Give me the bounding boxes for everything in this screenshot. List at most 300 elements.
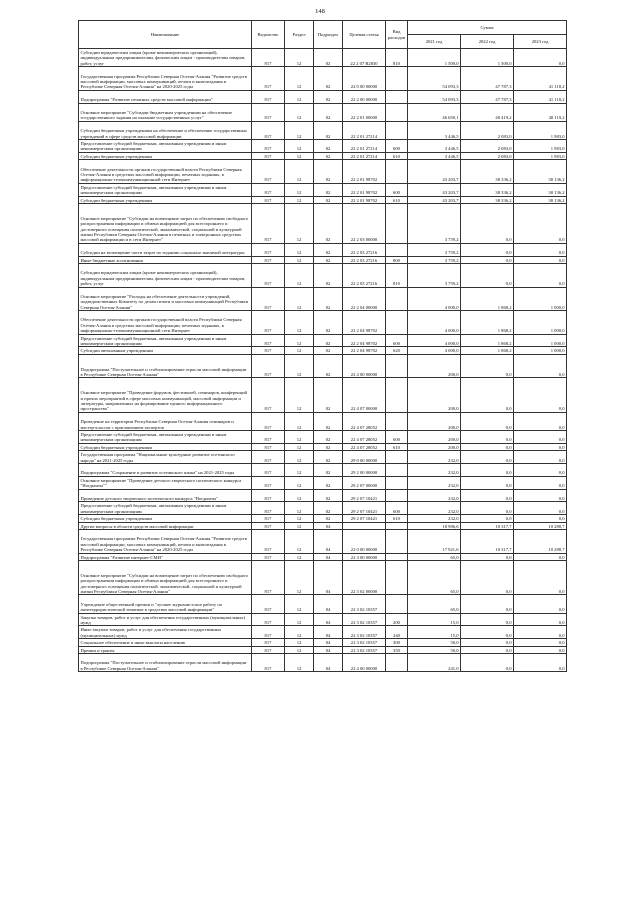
row-subsection: 02 [314, 49, 343, 67]
row-sum-2022: 47 787,3 [461, 67, 514, 91]
row-name: Подпрограмма "Поступательное и стабилизирование отрасли массовой информации в Республике Северная Осетия-Алания" [79, 354, 252, 378]
row-subsection: 02 [314, 451, 343, 464]
row-name: Премии и гранты [79, 646, 252, 653]
row-sum-2022: 38 336,2 [461, 183, 514, 196]
row-name: Подпрограмма "Развитие печатных средств массовой информации" [79, 90, 252, 103]
row-sum-2023: 0,0 [514, 489, 567, 502]
table-row [79, 139, 567, 152]
table-row [79, 443, 567, 450]
row-subsection: 02 [314, 121, 343, 139]
row-sum-2022: 0,0 [461, 451, 514, 464]
row-subsection: 02 [314, 263, 343, 287]
row-name: Предоставление субсидий бюджетным, автономным учреждениям и иным некоммерческим организациям [79, 139, 252, 152]
row-target: 22 3 02 10357 [343, 595, 386, 613]
row-subsection: 02 [314, 464, 343, 477]
row-target: 22 2 00 00000 [343, 90, 386, 103]
row-dept: 817 [252, 263, 285, 287]
row-dept: 817 [252, 347, 285, 354]
row-dept: 817 [252, 653, 285, 671]
row-target: 22 2 01 00000 [343, 103, 386, 121]
row-name: Основное мероприятие "Субсидии бюджетным учреждениям на обеспечение государственного задания на оказание государственных услуг" [79, 103, 252, 121]
row-subsection: 04 [314, 553, 343, 560]
row-subsection: 02 [314, 67, 343, 91]
row-sum-2021: 3 446,5 [408, 121, 461, 139]
table-row [79, 522, 567, 529]
row-subsection: 02 [314, 502, 343, 515]
row-target: 29 2 07 10421 [343, 515, 386, 522]
row-name: Субсидии на возмещение части затрат по изданию социально значимой литературы [79, 243, 252, 256]
row-expense-type: 600 [386, 334, 408, 347]
table-row [79, 653, 567, 671]
row-target: 29 0 00 00000 [343, 451, 386, 464]
row-subsection: 04 [314, 595, 343, 613]
row-section: 12 [285, 443, 314, 450]
row-sum-2023: 0,0 [514, 263, 567, 287]
row-dept: 817 [252, 196, 285, 203]
row-sum-2021: 15,0 [408, 613, 461, 626]
row-sum-2023: 0,0 [514, 502, 567, 515]
row-sum-2023: 0,0 [514, 553, 567, 560]
row-sum-2021: 200,0 [408, 378, 461, 412]
row-dept: 817 [252, 311, 285, 335]
row-section: 12 [285, 256, 314, 263]
row-subsection: 04 [314, 522, 343, 529]
table-row [79, 196, 567, 203]
row-expense-type: 300 [386, 639, 408, 646]
row-sum-2021: 65,0 [408, 560, 461, 594]
row-target: 22 0 00 00000 [343, 67, 386, 91]
row-sum-2021: 200,0 [408, 412, 461, 430]
row-sum-2022: 1 868,2 [461, 311, 514, 335]
table-row [79, 121, 567, 139]
row-dept: 817 [252, 354, 285, 378]
row-sum-2022: 0,0 [461, 595, 514, 613]
row-dept: 817 [252, 243, 285, 256]
table-row [79, 530, 567, 554]
row-dept: 817 [252, 431, 285, 444]
header-name: Наименование [79, 21, 252, 49]
table-row [79, 451, 567, 464]
row-sum-2022: 10 317,7 [461, 530, 514, 554]
row-subsection: 04 [314, 560, 343, 594]
row-dept: 817 [252, 256, 285, 263]
row-target: 22 3 02 10357 [343, 626, 386, 639]
row-sum-2022: 2 083,0 [461, 139, 514, 152]
row-name: Государственная программа Республики Северная Осетия-Алания "Развитие средств массовой информации, массовых коммуникаций, печати и книгоиздания в Республике Северная Осетия-Алания" на 2020-2025 годы [79, 67, 252, 91]
row-dept: 817 [252, 49, 285, 67]
row-target: 22 2 01 27214 [343, 121, 386, 139]
row-target: 22 2 04 98702 [343, 347, 386, 354]
row-name: Основное мероприятие "Расходы на обеспечение деятельности учреждений, подведомственных Комитету по делам печати и массовых коммуникаций Республики Северная Осетия-Алания" [79, 287, 252, 311]
table-row [79, 354, 567, 378]
row-section: 12 [285, 639, 314, 646]
row-expense-type [386, 354, 408, 378]
row-target: 22 2 07 R2830 [343, 49, 386, 67]
table-row [79, 183, 567, 196]
row-subsection: 02 [314, 256, 343, 263]
row-expense-type: 610 [386, 443, 408, 450]
row-sum-2022: 0,0 [461, 553, 514, 560]
row-sum-2022: 38 336,2 [461, 196, 514, 203]
row-sum-2021: 3 446,5 [408, 152, 461, 159]
row-dept: 817 [252, 595, 285, 613]
row-sum-2023: 0,0 [514, 653, 567, 671]
row-target: 22 2 04 00000 [343, 287, 386, 311]
row-expense-type [386, 553, 408, 560]
row-target: 22 3 02 10357 [343, 639, 386, 646]
row-sum-2023: 0,0 [514, 626, 567, 639]
row-sum-2023: 41 118,2 [514, 67, 567, 91]
row-section: 12 [285, 560, 314, 594]
row-sum-2023: 0,0 [514, 560, 567, 594]
row-dept: 817 [252, 522, 285, 529]
table-row [79, 502, 567, 515]
row-sum-2023: 1 983,0 [514, 121, 567, 139]
row-sum-2021: 43 203,7 [408, 160, 461, 184]
row-expense-type [386, 103, 408, 121]
row-name: Социальное обеспечение и иные выплаты населению [79, 639, 252, 646]
row-target: 22 4 07 00000 [343, 378, 386, 412]
row-sum-2022: 0,0 [461, 560, 514, 594]
row-section: 12 [285, 431, 314, 444]
row-name: Другие вопросы в области средств массовой информации [79, 522, 252, 529]
row-target: 29 2 07 00000 [343, 476, 386, 489]
row-expense-type: 610 [386, 515, 408, 522]
table-row [79, 160, 567, 184]
row-sum-2023: 1 983,0 [514, 152, 567, 159]
row-name: Основное мероприятие "Проведение детского творческого поэтического конкурса "Ногдымты"" [79, 476, 252, 489]
row-section: 12 [285, 311, 314, 335]
row-section: 12 [285, 530, 314, 554]
row-name: Государственная программа Республики Северная Осетия-Алания "Развитие средств массовой информации, массовых коммуникаций, печати и книгоиздания в Республике Северная Осетия-Алания" на 2020-2025 годы [79, 530, 252, 554]
row-subsection: 02 [314, 431, 343, 444]
row-dept: 817 [252, 639, 285, 646]
row-dept: 817 [252, 515, 285, 522]
row-target: 22 2 03 27216 [343, 256, 386, 263]
row-sum-2021: 46 650,1 [408, 103, 461, 121]
row-section: 12 [285, 451, 314, 464]
row-sum-2023: 0,0 [514, 595, 567, 613]
row-dept: 817 [252, 502, 285, 515]
row-sum-2023: 1 000,0 [514, 287, 567, 311]
row-expense-type [386, 489, 408, 502]
row-name: Подпрограмма "Развитие интернет-СМИ" [79, 553, 252, 560]
row-section: 12 [285, 412, 314, 430]
row-sum-2022: 0,0 [461, 256, 514, 263]
table-row [79, 378, 567, 412]
row-sum-2021: 3 759,2 [408, 256, 461, 263]
row-name: Субсидии юридическим лицам (кроме некоммерческих организаций), индивидуальным предпринимателям, физическим лицам - производителям товаров, работ, услуг [79, 49, 252, 67]
row-sum-2021: 1 500,0 [408, 49, 461, 67]
row-subsection: 04 [314, 653, 343, 671]
row-section: 12 [285, 287, 314, 311]
row-sum-2022: 0,0 [461, 203, 514, 243]
row-section: 12 [285, 378, 314, 412]
table-row [79, 595, 567, 613]
row-dept: 817 [252, 530, 285, 554]
table-row [79, 103, 567, 121]
row-subsection: 02 [314, 412, 343, 430]
row-sum-2023: 1 000,0 [514, 311, 567, 335]
row-sum-2021: 200,0 [408, 443, 461, 450]
row-expense-type [386, 522, 408, 529]
row-expense-type [386, 378, 408, 412]
row-sum-2022: 0,0 [461, 354, 514, 378]
row-sum-2023: 1 983,0 [514, 139, 567, 152]
row-sum-2023: 41 118,2 [514, 90, 567, 103]
row-expense-type: 350 [386, 646, 408, 653]
row-sum-2021: 18 986,6 [408, 522, 461, 529]
table-row [79, 347, 567, 354]
row-dept: 817 [252, 451, 285, 464]
row-sum-2023: 0,0 [514, 639, 567, 646]
row-sum-2022: 0,0 [461, 412, 514, 430]
row-sum-2023: 0,0 [514, 451, 567, 464]
row-dept: 817 [252, 412, 285, 430]
table-row [79, 464, 567, 477]
table-row [79, 49, 567, 67]
table-row [79, 646, 567, 653]
row-sum-2021: 200,0 [408, 354, 461, 378]
header-dept: Ведомство [252, 21, 285, 49]
row-section: 12 [285, 263, 314, 287]
row-section: 12 [285, 67, 314, 91]
row-sum-2022: 0,0 [461, 489, 514, 502]
row-target: 22 2 04 98702 [343, 334, 386, 347]
row-sum-2021: 200,0 [408, 431, 461, 444]
row-sum-2023: 0,0 [514, 378, 567, 412]
table-row [79, 560, 567, 594]
row-expense-type: 620 [386, 347, 408, 354]
row-target: 22 3 00 00000 [343, 553, 386, 560]
row-section: 12 [285, 334, 314, 347]
row-name: Государственная программа "Национальные культурные развитие осетинского народа" на 2021-2025 годы [79, 451, 252, 464]
row-name: Основное мероприятие "Субсидии на возмещение затрат по обеспечению свободного распространения информации и обмена информацией для всестороннего и достоверного освещения политической, экономической, социальной и культурной жизни Республики Северная Осетия-Алания" [79, 560, 252, 594]
row-sum-2021: 3 446,5 [408, 139, 461, 152]
row-expense-type: 800 [386, 256, 408, 263]
row-name: Субсидии юридическим лицам (кроме некоммерческих организаций), индивидуальным предпринимателям, физическим лицам - производителям товаров, работ, услуг [79, 263, 252, 287]
row-sum-2021: 43 203,7 [408, 183, 461, 196]
row-name: Субсидии бюджетным учреждениям [79, 152, 252, 159]
row-expense-type [386, 653, 408, 671]
table-row [79, 431, 567, 444]
row-subsection: 02 [314, 354, 343, 378]
table-header [79, 21, 567, 49]
row-sum-2021: 232,0 [408, 476, 461, 489]
row-section: 12 [285, 502, 314, 515]
row-subsection: 02 [314, 334, 343, 347]
row-sum-2022: 0,0 [461, 639, 514, 646]
row-sum-2021: 232,0 [408, 451, 461, 464]
row-sum-2022: 47 787,3 [461, 90, 514, 103]
row-sum-2022: 0,0 [461, 502, 514, 515]
row-sum-2023: 0,0 [514, 613, 567, 626]
row-sum-2022: 38 336,2 [461, 160, 514, 184]
row-sum-2022: 0,0 [461, 464, 514, 477]
row-sum-2023: 10 288,7 [514, 522, 567, 529]
row-target: 22 3 02 10357 [343, 613, 386, 626]
row-section: 12 [285, 183, 314, 196]
row-expense-type [386, 121, 408, 139]
row-expense-type [386, 530, 408, 554]
table-row [79, 553, 567, 560]
row-subsection: 02 [314, 515, 343, 522]
row-section: 12 [285, 139, 314, 152]
row-sum-2023: 40 119,2 [514, 103, 567, 121]
table-row [79, 67, 567, 91]
row-name: Субсидии автономным учреждениям [79, 347, 252, 354]
row-sum-2022: 0,0 [461, 476, 514, 489]
row-sum-2022: 0,0 [461, 653, 514, 671]
row-subsection: 02 [314, 196, 343, 203]
row-expense-type [386, 311, 408, 335]
row-dept: 817 [252, 103, 285, 121]
row-name: Предоставление субсидий бюджетным, автономным учреждениям и иным некоммерческим организациям [79, 334, 252, 347]
row-sum-2022: 1 500,0 [461, 49, 514, 67]
row-sum-2023: 0,0 [514, 431, 567, 444]
row-sum-2021: 232,0 [408, 464, 461, 477]
row-name: Предоставление субсидий бюджетным, автономным учреждениям и иным некоммерческим организациям [79, 431, 252, 444]
row-name: Субсидии бюджетным учреждениям [79, 196, 252, 203]
row-dept: 817 [252, 646, 285, 653]
page-number: 148 [315, 8, 325, 15]
row-dept: 817 [252, 152, 285, 159]
row-dept: 817 [252, 489, 285, 502]
row-sum-2022: 40 419,2 [461, 103, 514, 121]
row-subsection: 02 [314, 347, 343, 354]
table-row [79, 311, 567, 335]
row-dept: 817 [252, 560, 285, 594]
row-subsection: 02 [314, 243, 343, 256]
row-sum-2023: 0,0 [514, 412, 567, 430]
header-2023: 2023 год [514, 35, 567, 49]
table-row [79, 334, 567, 347]
row-section: 12 [285, 646, 314, 653]
row-dept: 817 [252, 378, 285, 412]
row-section: 12 [285, 613, 314, 626]
row-target [343, 522, 386, 529]
row-sum-2022: 1 868,2 [461, 287, 514, 311]
row-target: 22 2 04 98702 [343, 311, 386, 335]
table-row [79, 515, 567, 522]
header-section: Раздел [285, 21, 314, 49]
row-target: 29 2 00 00000 [343, 464, 386, 477]
row-subsection: 04 [314, 639, 343, 646]
row-name: Закупка товаров, работ и услуг для обеспечения государственных (муниципальных) нужд [79, 613, 252, 626]
row-name: Обеспечение деятельности органов государственной власти Республики Северная Осетия-Алания в средствах массовой информации, печатных изданиях, в информационно-телекоммуникационной сети Интернет [79, 311, 252, 335]
row-sum-2021: 241,0 [408, 653, 461, 671]
budget-table [78, 20, 567, 672]
row-name: Учреждение общественной премии и "лучшее журналистское работу по антитеррористической тематике в средствах массовой информации" [79, 595, 252, 613]
row-sum-2021: 4 000,0 [408, 347, 461, 354]
table-row [79, 489, 567, 502]
row-sum-2021: 54 093,3 [408, 67, 461, 91]
row-sum-2021: 3 759,2 [408, 263, 461, 287]
row-sum-2023: 38 136,2 [514, 160, 567, 184]
row-section: 12 [285, 626, 314, 639]
row-name: Проведение детского творческого поэтического конкурса "Ногдымты" [79, 489, 252, 502]
table-row [79, 287, 567, 311]
row-name: Основное мероприятие "Проведение форумов, фестивалей, семинаров, конференций и прочих мероприятий в сфере массовых коммуникаций, массовой информации и литературы, направленных на формирование единого информационного пространства" [79, 378, 252, 412]
row-name: Проведение на территории Республики Северная Осетия-Алания семинаров и мастер-классов с приглашением экспертов [79, 412, 252, 430]
row-target: 22 4 00 00000 [343, 653, 386, 671]
row-subsection: 02 [314, 160, 343, 184]
row-subsection: 04 [314, 530, 343, 554]
row-sum-2023: 0,0 [514, 354, 567, 378]
row-expense-type: 200 [386, 613, 408, 626]
row-expense-type: 600 [386, 431, 408, 444]
row-expense-type: 240 [386, 626, 408, 639]
table-row [79, 626, 567, 639]
row-subsection: 02 [314, 311, 343, 335]
row-expense-type: 810 [386, 49, 408, 67]
row-sum-2022: 10 317,7 [461, 522, 514, 529]
row-section: 12 [285, 196, 314, 203]
row-name: Субсидии бюджетным учреждениям на обеспечение и обеспечение государственных учреждений в сфере средств массовой информации [79, 121, 252, 139]
row-section: 12 [285, 203, 314, 243]
row-expense-type [386, 560, 408, 594]
row-expense-type [386, 243, 408, 256]
row-expense-type: 610 [386, 152, 408, 159]
row-target: 22 2 01 98702 [343, 196, 386, 203]
row-sum-2021: 3 759,2 [408, 243, 461, 256]
row-sum-2021: 4 000,0 [408, 311, 461, 335]
row-sum-2023: 0,0 [514, 203, 567, 243]
row-sum-2023: 38 136,2 [514, 196, 567, 203]
row-subsection: 04 [314, 613, 343, 626]
row-dept: 817 [252, 139, 285, 152]
row-dept: 817 [252, 334, 285, 347]
row-target: 29 2 07 10421 [343, 502, 386, 515]
row-section: 12 [285, 522, 314, 529]
row-name: Предоставление субсидий бюджетным, автономным учреждениям и иным некоммерческим организациям [79, 183, 252, 196]
row-dept: 817 [252, 553, 285, 560]
row-sum-2022: 0,0 [461, 613, 514, 626]
row-sum-2023: 1 000,0 [514, 347, 567, 354]
row-dept: 817 [252, 626, 285, 639]
row-sum-2022: 0,0 [461, 378, 514, 412]
row-target: 22 3 02 10357 [343, 646, 386, 653]
row-sum-2022: 1 868,2 [461, 347, 514, 354]
header-subsection: Подраздел [314, 21, 343, 49]
row-section: 12 [285, 90, 314, 103]
row-sum-2021: 17 921,6 [408, 530, 461, 554]
row-dept: 817 [252, 613, 285, 626]
row-expense-type: 600 [386, 139, 408, 152]
row-sum-2023: 0,0 [514, 515, 567, 522]
row-section: 12 [285, 243, 314, 256]
row-name: Предоставление субсидий бюджетным, автономным учреждениям и иным некоммерческим организациям [79, 502, 252, 515]
row-name: Субсидии бюджетным учреждениям [79, 443, 252, 450]
row-expense-type [386, 160, 408, 184]
row-section: 12 [285, 49, 314, 67]
row-target: 22 2 01 98702 [343, 160, 386, 184]
row-sum-2021: 43 203,7 [408, 196, 461, 203]
row-expense-type [386, 595, 408, 613]
table-row [79, 263, 567, 287]
row-sum-2023: 38 136,2 [514, 183, 567, 196]
row-sum-2022: 0,0 [461, 626, 514, 639]
table-row [79, 613, 567, 626]
header-sum: Сумма [408, 21, 567, 35]
table-row [79, 412, 567, 430]
row-subsection: 02 [314, 443, 343, 450]
row-section: 12 [285, 476, 314, 489]
row-target: 22 4 00 00000 [343, 354, 386, 378]
table-row [79, 639, 567, 646]
row-sum-2021: 232,0 [408, 515, 461, 522]
row-name: Обеспечение деятельности органов государственной власти Республики Северная Осетия-Алания в средствах массовой информации, печатных изданиях, в информационно-телекоммуникационной сети Интернет [79, 160, 252, 184]
